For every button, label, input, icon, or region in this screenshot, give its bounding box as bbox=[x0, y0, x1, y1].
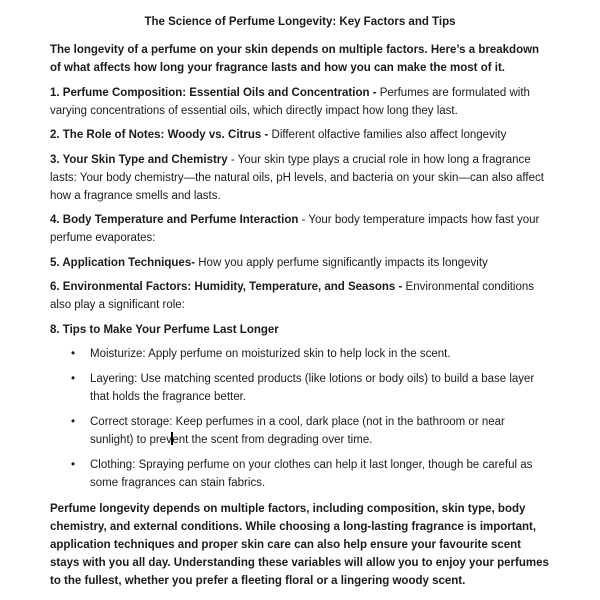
section-2-heading: 2. The Role of Notes: Woody vs. Citrus - bbox=[50, 129, 272, 141]
tip-item-layering[interactable] bbox=[50, 370, 550, 406]
tip-item-moisturize[interactable] bbox=[50, 345, 550, 363]
section-4-heading: 4. Body Temperature and Perfume Interaction bbox=[50, 214, 299, 226]
section-3-heading: 3. Your Skin Type and Chemistry bbox=[50, 153, 228, 166]
tip-text-before-caret: Correct storage: Keep perfumes in a cool, dark place (not in the bathroom or near sunlight) to prev bbox=[90, 416, 505, 446]
conclusion-paragraph[interactable]: Perfume longevity depends on multiple factors, including composition, skin type, body chemistry, and external conditions. While choosing a long-lasting fragrance is important, application techniques and proper skin care can also help ensure your favourite scent stays with you all day. Understanding these variables will allow you to enjoy your perfumes to the fullest, whether you prefer a fleeting floral or a lingering woody scent. bbox=[50, 502, 549, 587]
section-2-paragraph[interactable] bbox=[50, 126, 550, 144]
section-5-text: How you apply perfume significantly impacts its longevity bbox=[195, 256, 488, 269]
section-1-heading: 1. Perfume Composition: Essential Oils and Concentration - bbox=[50, 86, 380, 99]
section-1-text: Perfumes are formulated with varying concentrations of essential oils, which directly impact how long they last. bbox=[50, 86, 530, 117]
intro-paragraph[interactable]: The longevity of a perfume on your skin depends on multiple factors. Here’s a breakdown of what affects how long your fragrance lasts and how you can make the most of it. bbox=[50, 44, 540, 74]
tip-text: Moisturize: Apply perfume on moisturized skin to help lock in the scent. bbox=[90, 348, 451, 360]
section-1-paragraph[interactable] bbox=[50, 84, 550, 120]
tip-item-clothing[interactable] bbox=[50, 456, 550, 492]
tips-list bbox=[50, 345, 550, 492]
section-4-paragraph[interactable] bbox=[50, 211, 550, 247]
bullet-icon: • bbox=[71, 373, 76, 385]
section-6-text: Environmental conditions also play a significant role: bbox=[50, 281, 535, 311]
tip-item-storage[interactable] bbox=[50, 413, 550, 449]
section-5-paragraph[interactable] bbox=[50, 254, 550, 272]
tip-text: Layering: Use matching scented products (like lotions or body oils) to build a base layer that holds the fragrance better. bbox=[90, 373, 535, 403]
section-3-text: - Your skin type plays a crucial role in how long a fragrance lasts: Your body chemistry—the natural oils, pH levels, and bacteria on your skin—can also affect how a fragrance smells and lasts. bbox=[50, 153, 544, 202]
section-6-heading: 6. Environmental Factors: Humidity, Temperature, and Seasons - bbox=[50, 281, 406, 293]
section-4-text: - Your body temperature impacts how fast your perfume evaporates: bbox=[50, 214, 540, 244]
section-2-text: Different olfactive families also affect longevity bbox=[271, 129, 507, 141]
bullet-icon: • bbox=[71, 348, 76, 360]
bullet-icon: • bbox=[71, 416, 76, 428]
section-6-paragraph[interactable] bbox=[50, 278, 550, 314]
tip-text-after-caret: ent the scent from degrading over time. bbox=[172, 434, 373, 446]
document-title[interactable]: The Science of Perfume Longevity: Key Factors and Tips bbox=[144, 16, 456, 28]
tips-heading[interactable]: 8. Tips to Make Your Perfume Last Longer bbox=[50, 323, 279, 336]
section-3-paragraph[interactable] bbox=[50, 151, 550, 205]
section-5-heading: 5. Application Techniques- bbox=[50, 256, 196, 269]
bullet-icon: • bbox=[71, 459, 76, 471]
tip-text: Clothing: Spraying perfume on your clothes can help it last longer, though be careful as some fragrances can stain fabrics. bbox=[90, 459, 533, 489]
